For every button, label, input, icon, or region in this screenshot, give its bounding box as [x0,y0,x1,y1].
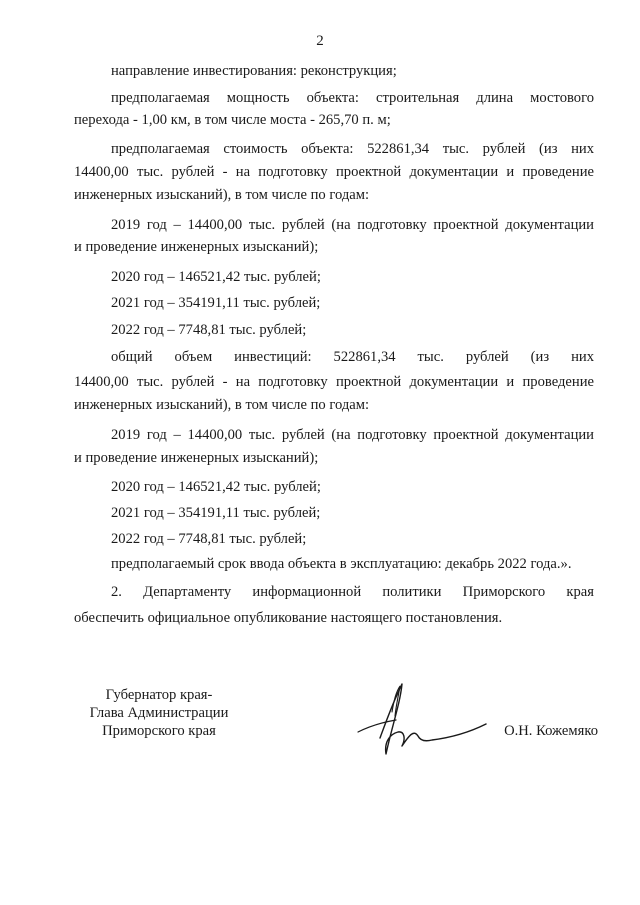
text-line: предполагаемая мощность объекта: строительная длина мостового [111,90,594,106]
text-line: и проведение инженерных изысканий); [74,450,319,466]
text-line: 2019 год – 14400,00 тыс. рублей (на подготовку проектной документации [111,217,594,233]
page-number: 2 [316,33,324,49]
text-line: обеспечить официальное опубликование настоящего постановления. [74,610,503,626]
text-line: 14400,00 тыс. рублей - на подготовку проектной документации и проведение [74,164,594,180]
signatory-title-line: Глава Администрации [89,705,229,721]
text-line: инженерных изысканий), в том числе по годам: [74,187,370,203]
text-line: 14400,00 тыс. рублей - на подготовку проектной документации и проведение [74,374,594,390]
text-line: направление инвестирования: реконструкция; [111,63,397,79]
text-line: 2020 год – 146521,42 тыс. рублей; [111,479,321,495]
text-line: 2021 год – 354191,11 тыс. рублей; [111,505,321,521]
signatory-name: О.Н. Кожемяко [504,723,598,739]
text-line: предполагаемая стоимость объекта: 522861,34 тыс. рублей (из них [111,141,594,157]
text-line: 2020 год – 146521,42 тыс. рублей; [111,269,321,285]
signatory-title-line: Губернатор края- [105,687,213,703]
handwritten-signature [340,676,490,766]
text-line: инженерных изысканий), в том числе по годам: [74,397,370,413]
text-line: 2021 год – 354191,11 тыс. рублей; [111,295,321,311]
text-line: 2022 год – 7748,81 тыс. рублей; [111,322,307,338]
text-line: предполагаемый срок ввода объекта в эксплуатацию: декабрь 2022 года.». [111,556,572,572]
text-line: 2. Департаменту информационной политики Приморского края [111,584,594,600]
text-line: общий объем инвестиций: 522861,34 тыс. рублей (из них [111,349,594,365]
text-line: 2022 год – 7748,81 тыс. рублей; [111,531,307,547]
text-line: перехода - 1,00 км, в том числе моста - 265,70 п. м; [74,112,391,128]
text-line: 2019 год – 14400,00 тыс. рублей (на подготовку проектной документации [111,427,594,443]
signatory-title-line: Приморского края [102,723,216,739]
text-line: и проведение инженерных изысканий); [74,239,319,255]
signatory-title [74,686,244,740]
